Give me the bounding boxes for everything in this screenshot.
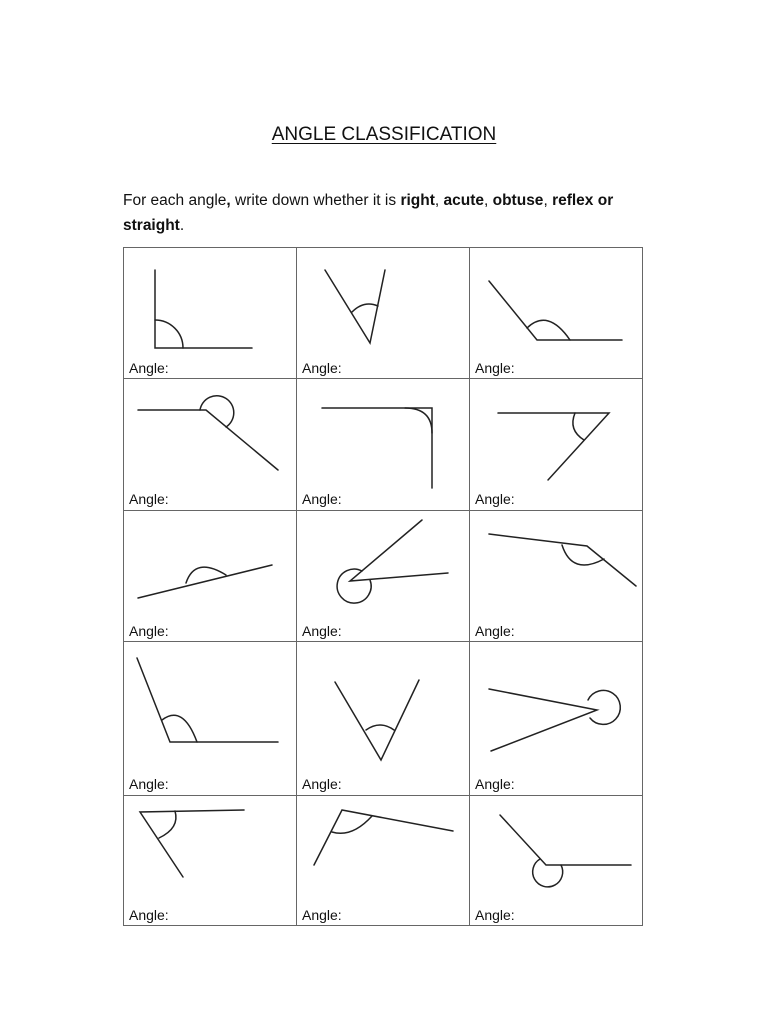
angle-figure-6: [498, 413, 609, 480]
answer-label: Angle:: [129, 776, 169, 792]
type-obtuse: obtuse: [492, 192, 544, 209]
answer-label: Angle:: [475, 623, 515, 639]
angle-figure-8: [337, 520, 448, 603]
instructions-text-2: write down whether it is: [230, 192, 401, 209]
angle-figure-7: [138, 565, 272, 598]
angle-figure-1: [155, 270, 252, 348]
angle-figure-15: [500, 815, 631, 887]
angle-figure-2: [325, 270, 385, 343]
answer-label: Angle:: [129, 907, 169, 923]
angle-figure-14: [314, 810, 453, 865]
answer-label: Angle:: [475, 360, 515, 376]
angle-figure-3: [489, 281, 622, 340]
instructions: For each angle, write down whether it is right, acute, obtuse, reflex or straight.: [123, 192, 614, 234]
answer-label: Angle:: [302, 907, 342, 923]
answer-label: Angle:: [129, 491, 169, 507]
type-reflex-straight: reflex or straight: [123, 192, 614, 234]
instructions-comma: ,: [226, 192, 231, 209]
angle-figure-9: [489, 534, 636, 586]
angle-figure-4: [138, 396, 278, 470]
answer-label: Angle:: [475, 491, 515, 507]
answer-label: Angle:: [302, 491, 342, 507]
instructions-text: For each angle: [123, 192, 227, 209]
type-right: right: [400, 192, 435, 209]
type-acute: acute: [443, 192, 484, 209]
angle-figure-10: [137, 658, 278, 742]
answer-label: Angle:: [475, 907, 515, 923]
angle-figure-13: [140, 810, 244, 877]
answer-label: Angle:: [302, 623, 342, 639]
answer-label: Angle:: [302, 776, 342, 792]
instructions-end: .: [179, 217, 185, 234]
answer-label: Angle:: [475, 776, 515, 792]
angle-figure-12: [489, 689, 620, 751]
angle-figure-5: [322, 408, 432, 488]
answer-label: Angle:: [129, 623, 169, 639]
answer-label: Angle:: [302, 360, 342, 376]
worksheet-title: ANGLE CLASSIFICATION: [271, 124, 497, 145]
angle-figure-11: [335, 680, 419, 760]
table-grid: [123, 247, 643, 926]
answer-label: Angle:: [129, 360, 169, 376]
